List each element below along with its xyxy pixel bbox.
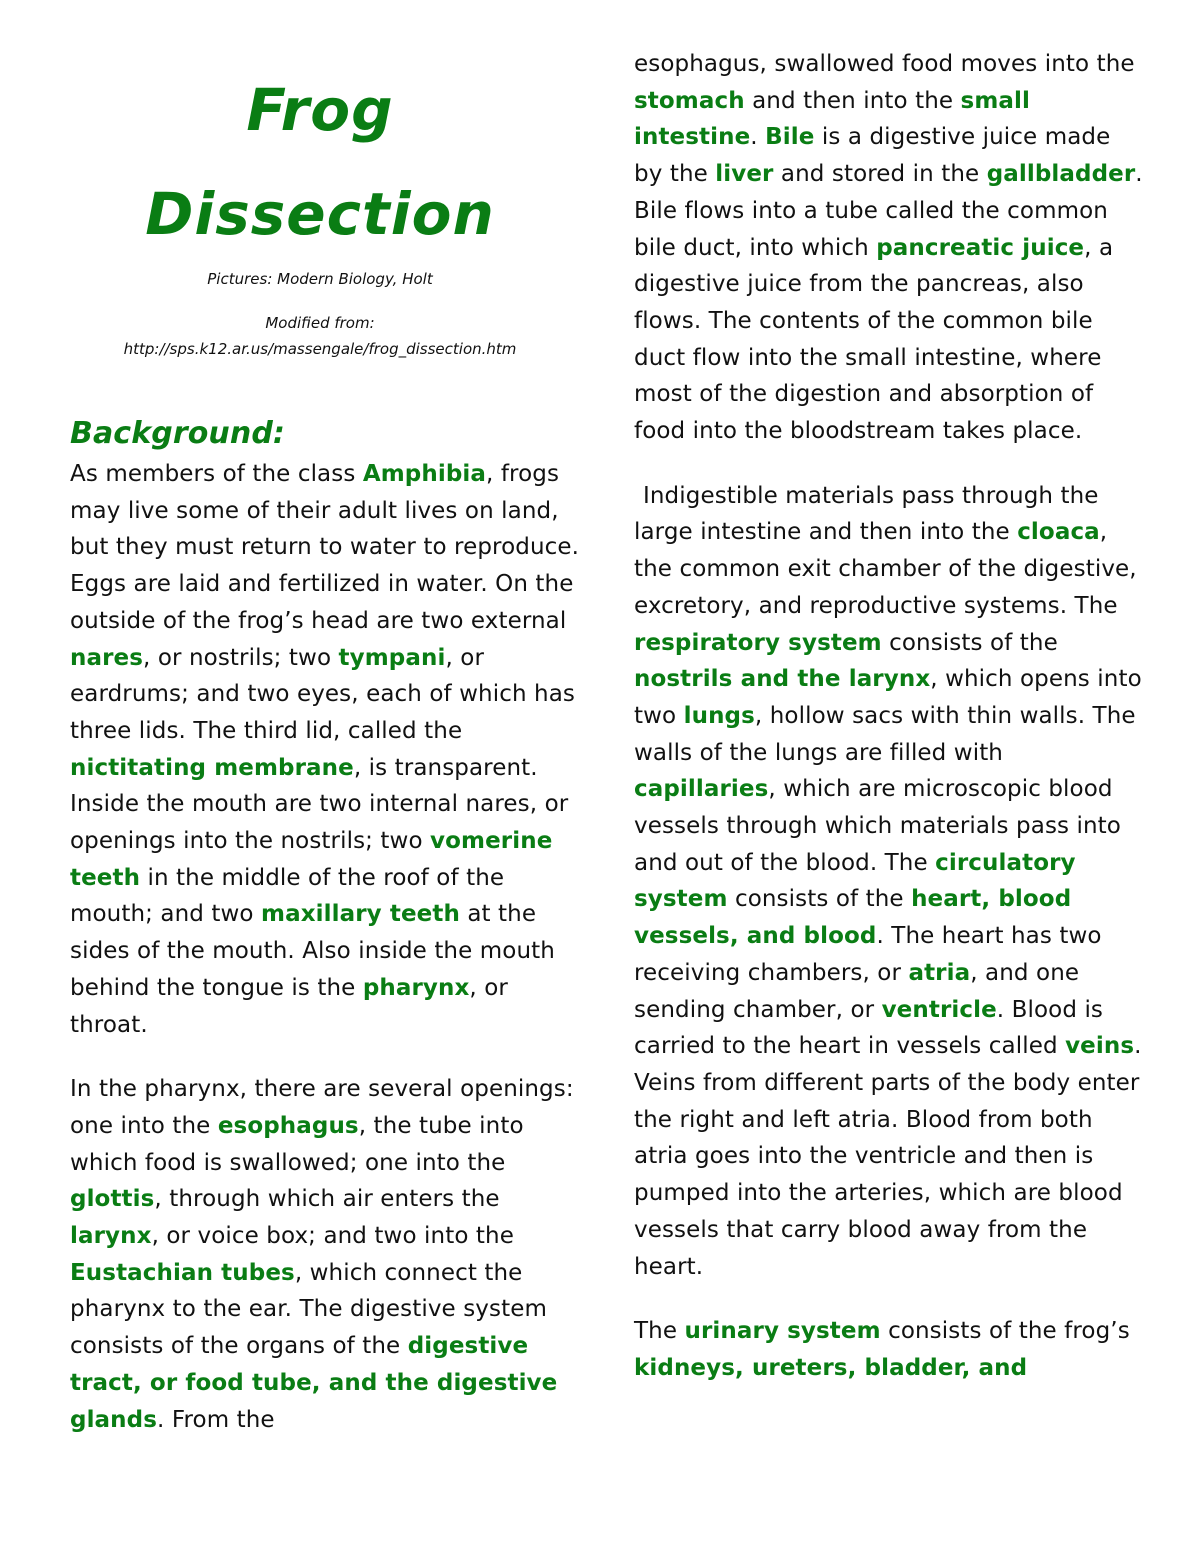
body-text: consists of the bbox=[881, 629, 1058, 656]
key-term: lungs bbox=[683, 702, 755, 729]
body-text: , a digestive juice from the pancreas, also flows. The contents of the common bile duct flow into the small intestine, where most of the digestion and absorption of food into the bloodstream takes place. bbox=[634, 234, 1114, 445]
background-heading: Background: bbox=[70, 416, 286, 451]
body-text: The bbox=[634, 1318, 685, 1345]
key-term: Bile bbox=[765, 124, 815, 151]
key-term: larynx bbox=[70, 1223, 152, 1250]
key-term: stomach bbox=[634, 87, 745, 114]
body-text: in the middle of the roof of the mouth; and two bbox=[70, 864, 505, 928]
body-text: , the common exit chamber of the digestive, excretory, and reproductive systems. The bbox=[634, 519, 1137, 619]
body-text: , or voice box; and two into the bbox=[151, 1223, 514, 1250]
key-term: atria bbox=[908, 959, 971, 986]
paragraph-pharynx bbox=[70, 1071, 580, 1438]
key-term: kidneys, ureters, bladder, and bbox=[634, 1354, 1028, 1381]
key-term: respiratory system bbox=[634, 629, 882, 656]
key-term: vomerine teeth bbox=[70, 828, 553, 891]
modified-label: Modified from: bbox=[265, 314, 375, 332]
key-term: nostrils and the larynx bbox=[634, 666, 931, 693]
key-term: nictitating membrane bbox=[70, 754, 354, 781]
body-text: . Blood is carried to the heart in vessels called bbox=[634, 996, 1104, 1060]
body-text: , hollow sacs with thin walls. The walls of the lungs are filled with bbox=[634, 702, 1136, 766]
body-text: consists of the bbox=[727, 886, 912, 913]
key-term: digestive tract, or food tube, and the digestive glands bbox=[70, 1333, 558, 1433]
key-term: ventricle bbox=[881, 996, 997, 1023]
paragraph-pharynx-continued bbox=[634, 46, 1144, 450]
body-text: esophagus, swallowed food moves into the bbox=[634, 51, 1135, 77]
body-text: at the sides of the mouth. Also inside the mouth behind the tongue is the bbox=[70, 901, 555, 1001]
title-block bbox=[70, 58, 570, 362]
body-text: consists of the frog’s bbox=[880, 1318, 1130, 1345]
key-term: urinary system bbox=[684, 1318, 881, 1345]
key-term: glottis bbox=[70, 1186, 155, 1213]
body-text: , through which air enters the bbox=[154, 1186, 500, 1213]
body-text: . bbox=[750, 124, 766, 151]
body-text: In the pharynx, there are several openings: one into the bbox=[70, 1076, 574, 1139]
body-text: , the tube into which food is swallowed; one into the bbox=[70, 1112, 524, 1176]
key-term: Eustachian tubes bbox=[70, 1259, 295, 1286]
key-term: tympani bbox=[338, 644, 446, 671]
body-text: , is transparent. Inside the mouth are two internal nares, or openings into the nostrils; two bbox=[70, 754, 569, 855]
body-text: Indigestible materials pass through the large intestine and then into the bbox=[634, 482, 1099, 546]
body-text: . The heart has two receiving chambers, or bbox=[634, 923, 1102, 986]
body-text: , which opens into two bbox=[634, 666, 1142, 729]
body-text: , which connect the pharynx to the ear. The digestive system consists of the organs of the bbox=[70, 1259, 547, 1360]
modified-url: http://sps.k12.ar.us/massengale/frog_dissection.htm bbox=[123, 340, 517, 358]
key-term: pancreatic juice bbox=[876, 234, 1085, 261]
paragraph-urinary bbox=[634, 1313, 1144, 1386]
body-text: , which are microscopic blood vessels through which materials pass into and out of the blood. The bbox=[634, 776, 1121, 876]
key-term: pharynx bbox=[362, 974, 470, 1001]
body-text: . Veins from different parts of the body enter the right and left atria. Blood from both atria goes into the ventricle and then is pumped into the arteries, which are blood vessels that carry blood away from the heart. bbox=[634, 1033, 1142, 1280]
right-column bbox=[634, 46, 1144, 1387]
body-text: , or eardrums; and two eyes, each of which has three lids. The third lid, called the bbox=[70, 644, 576, 744]
key-term: capillaries bbox=[634, 776, 769, 803]
left-column bbox=[70, 412, 580, 1438]
body-text: and then into the bbox=[744, 87, 961, 114]
key-term: small intestine bbox=[634, 87, 1030, 151]
key-term: circulatory system bbox=[634, 849, 1076, 913]
key-term: liver bbox=[715, 161, 774, 188]
key-term: heart, blood vessels, and blood bbox=[634, 886, 1072, 950]
credit-spacer bbox=[70, 292, 570, 310]
key-term: cloaca bbox=[1017, 519, 1100, 546]
key-term: gallbladder bbox=[986, 161, 1136, 188]
key-term: veins bbox=[1065, 1033, 1135, 1060]
key-term: maxillary teeth bbox=[261, 901, 460, 928]
body-text: , or throat. bbox=[70, 974, 508, 1038]
key-term: nares bbox=[70, 644, 144, 671]
paragraph-amphibia bbox=[70, 456, 580, 1043]
paragraph-indigestible bbox=[634, 478, 1144, 1285]
body-text: , and one sending chamber, or bbox=[634, 959, 1080, 1023]
title-line-2: Dissection bbox=[145, 180, 495, 248]
body-text: . From the bbox=[157, 1406, 275, 1433]
body-text: As members of the class bbox=[70, 461, 363, 487]
body-text: is a digestive juice made by the bbox=[634, 124, 1111, 188]
body-text: , frogs may live some of their adult lives on land, but they must return to water to reproduce. Eggs are laid and fertilized in water. On the outside of the frog’s head are two external bbox=[70, 461, 580, 634]
body-text: and stored in the bbox=[773, 161, 987, 188]
key-term: Amphibia bbox=[362, 461, 486, 487]
key-term: esophagus bbox=[217, 1112, 359, 1139]
body-text: , or nostrils; two bbox=[143, 644, 339, 671]
pictures-credit: Pictures: Modern Biology, Holt bbox=[207, 270, 433, 288]
title-line-1: Frog bbox=[246, 76, 394, 144]
body-text: . Bile flows into a tube called the common bile duct, into which bbox=[634, 161, 1143, 261]
